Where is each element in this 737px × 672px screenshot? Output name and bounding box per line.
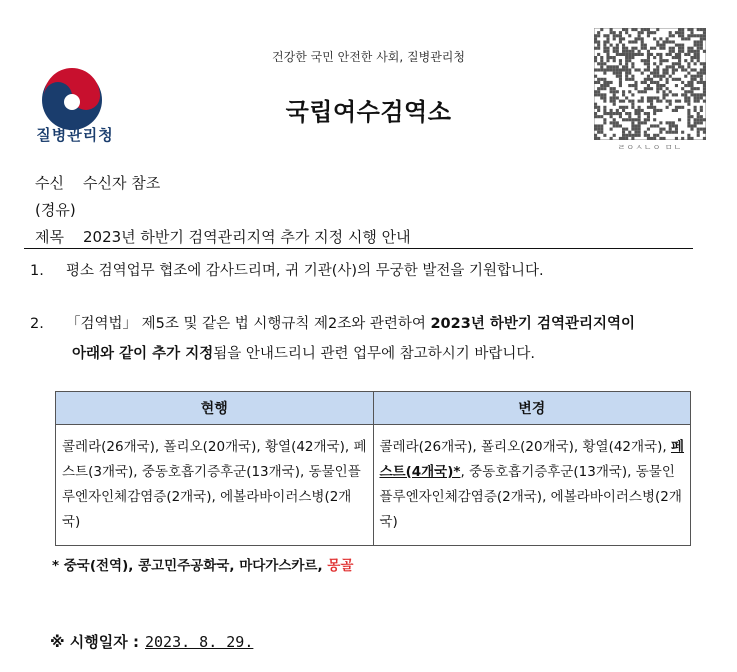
- footnote-text: * 중국(전역), 콩고민주공화국, 마다가스카르,: [52, 558, 328, 574]
- org-title: 국립여수검역소: [285, 98, 452, 126]
- header-current: 현행: [56, 392, 374, 425]
- changed-text-a: 콜레라(26개국), 폴리오(20개국), 황열(42개국),: [379, 439, 671, 455]
- paragraph-1-number: 1.: [30, 263, 44, 279]
- paragraph-2-text-a: 「검역법」 제5조 및 같은 법 시행규칙 제2조와 관련하여: [66, 316, 431, 332]
- changed-text-b: , 중동호흡기증후군(13개국), 동물인플루엔자인체감염증(2개국), 에볼라바이러스병(2개국): [379, 464, 682, 530]
- paragraph-2: [30, 311, 635, 337]
- divider: [24, 248, 693, 249]
- footnote-highlight: 몽골: [327, 558, 354, 574]
- qr-code-icon: [594, 28, 706, 140]
- subject-value: 2023년 하반기 검역관리지역 추가 지정 시행 안내: [83, 228, 411, 246]
- paragraph-2-bold-a: 2023년 하반기 검역관리지역이: [430, 316, 635, 332]
- paragraph-2-line-2: [72, 342, 535, 363]
- cell-current: 콜레라(26개국), 폴리오(20개국), 황열(42개국), 페스트(3개국), 중동호흡기증후군(13개국), 동물인플루엔자인체감염증(2개국), 에볼라바이러스병(2개국): [56, 425, 374, 546]
- paragraph-1-text: 평소 검역업무 협조에 감사드리며, 귀 기관(사)의 무궁한 발전을 기원합니다.: [66, 263, 544, 279]
- via-label: (경유): [35, 201, 76, 219]
- paragraph-2-text-b: 됨을 안내드리니 관련 업무에 참고하시기 바랍니다.: [213, 346, 536, 362]
- recipient-line: [35, 172, 160, 193]
- via-line: [35, 199, 76, 220]
- paragraph-2-bold-b: 아래와 같이 추가 지정: [72, 346, 214, 362]
- footnote: [52, 554, 353, 574]
- logo-name: 질병관리청: [36, 126, 114, 144]
- effective-date: 2023. 8. 29.: [145, 633, 254, 651]
- qr-caption: ㄹㅇㅅㄴㅇ ㅁㄴ: [617, 143, 683, 152]
- subject-label: 제목: [35, 228, 64, 246]
- header-changed: 변경: [373, 392, 691, 425]
- recipient-value: 수신자 참조: [83, 174, 161, 192]
- slogan: 건강한 국민 안전한 사회, 질병관리청: [272, 50, 465, 64]
- paragraph-2-number: 2.: [30, 316, 44, 332]
- recipient-label: 수신: [35, 174, 64, 192]
- subject-line: [35, 226, 411, 247]
- effective-label: ※ 시행일자 :: [50, 633, 139, 651]
- paragraph-1: [30, 258, 544, 284]
- cell-changed: [373, 425, 691, 546]
- changed-highlight: 페스트(4개국)*: [379, 439, 685, 480]
- effective-date-line: [50, 631, 253, 652]
- comparison-table: [55, 391, 691, 546]
